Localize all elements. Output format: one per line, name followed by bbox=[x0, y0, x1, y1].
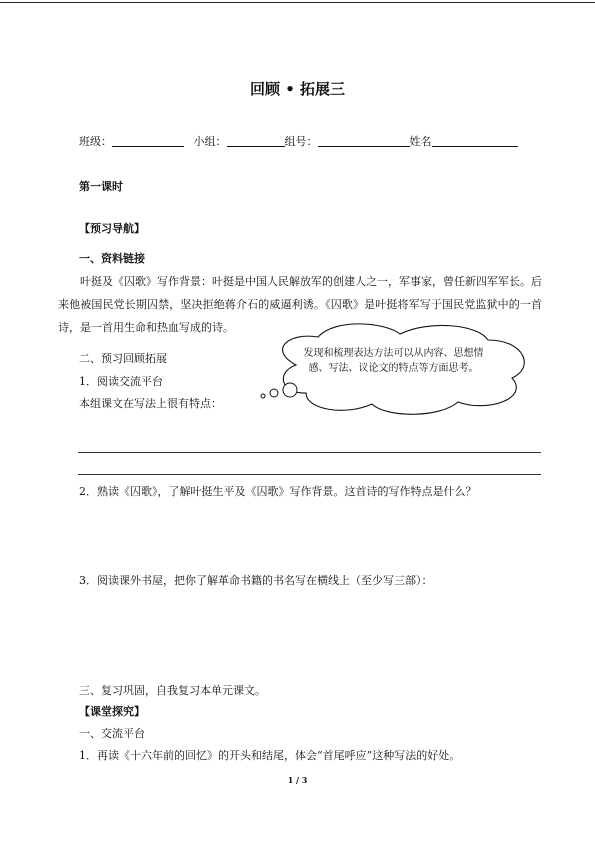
section2-heading: 二、预习回顾拓展 bbox=[79, 352, 167, 365]
classroom-heading: 【课堂探究】 bbox=[79, 705, 145, 718]
cloud-bubble-medium bbox=[270, 389, 278, 397]
class-label: 班级： bbox=[79, 135, 112, 148]
team-label: 小组： bbox=[193, 135, 227, 148]
exchange-heading: 一、交流平台 bbox=[79, 727, 145, 740]
answer-line-2[interactable] bbox=[78, 474, 541, 475]
page-number: 1 / 3 bbox=[287, 775, 308, 785]
lesson-heading: 第一课时 bbox=[79, 180, 123, 193]
name-label: 姓名 bbox=[409, 135, 432, 148]
question3: 3．阅读课外书屋，把你了解革命书籍的书名写在横线上（至少写三部）： bbox=[79, 574, 433, 587]
question1-label: 1．阅读交流平台 bbox=[79, 375, 163, 388]
section3-heading: 三、复习巩固，自我复习本单元课文。 bbox=[79, 684, 266, 697]
preview-heading: 【预习导航】 bbox=[79, 222, 145, 235]
classroom-question1: 1．再读《十六年前的回忆》的开头和结尾，体会“首尾呼应”这种写法的好处。 bbox=[79, 749, 461, 762]
cloud-bubble-large bbox=[283, 383, 297, 397]
page-title: 回顾 • 拓展三 bbox=[249, 80, 346, 98]
group-label: 组号： bbox=[284, 135, 318, 148]
section1-heading: 一、资料链接 bbox=[79, 252, 145, 265]
question1-prompt: 本组课文在写法上很有特点： bbox=[79, 397, 222, 410]
cloud-bubble-small bbox=[261, 394, 265, 398]
question2: 2．熟读《囚歌》，了解叶挺生平及《囚歌》写作背景。这首诗的写作特点是什么？ bbox=[79, 485, 477, 498]
answer-line-1[interactable] bbox=[78, 452, 541, 453]
background-text: 叶挺及《囚歌》写作背景：叶挺是中国人民解放军的创建人之一，军事家，曾任新四军军长。后来他被国民党长期囚禁，坚决拒绝蒋介石的威逼利诱。《囚歌》是叶挺将军写于国民党监狱中的一首诗，是一首用生命和热血写成的诗。 bbox=[58, 275, 542, 334]
cloud-hint-text: 发现和梳理表达方法可以从内容、思想情感、写法、议论文的特点等方面思考。 bbox=[303, 348, 484, 374]
